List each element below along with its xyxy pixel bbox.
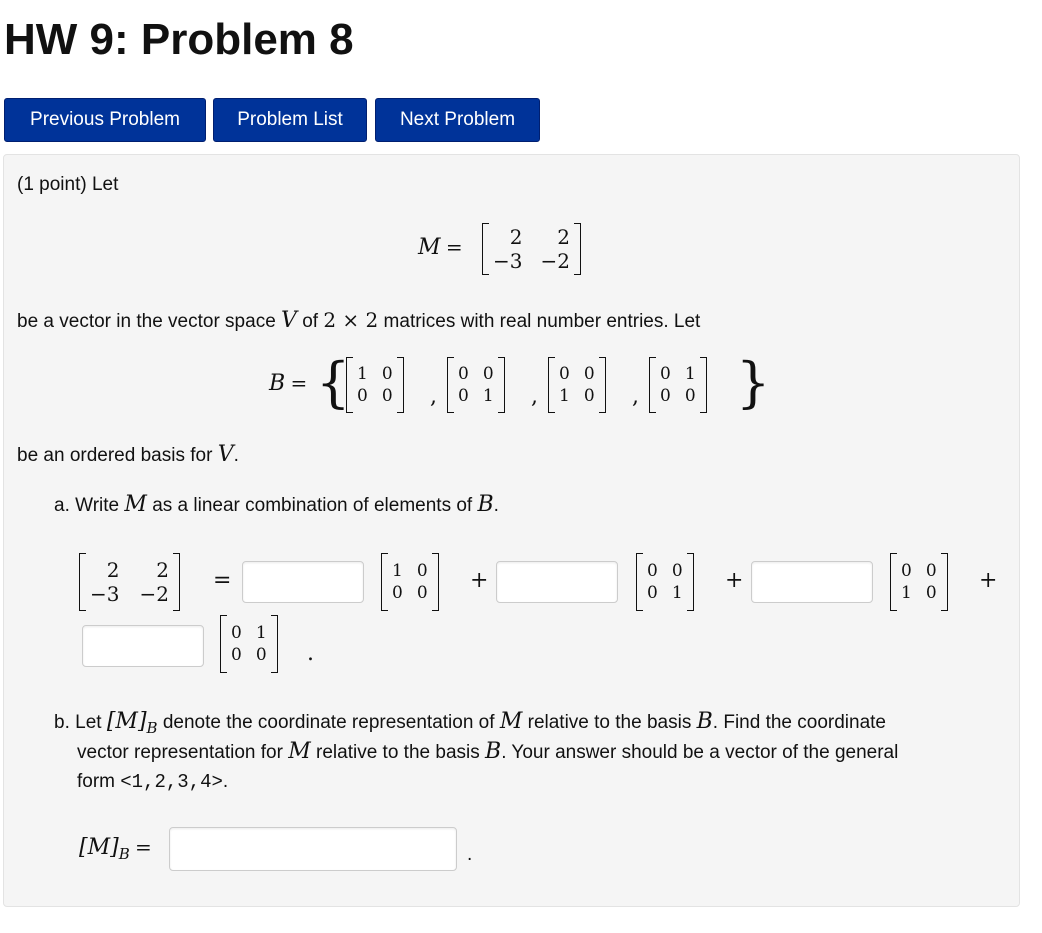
part-a-basis-matrix-2: 0 0 0 1: [636, 553, 694, 611]
vector-space-text: be a vector in the vector space V of 2 × 2 matrices with real number entries. Let: [17, 308, 701, 333]
coefficient-input-3[interactable]: [751, 561, 873, 603]
part-b-line-1: b. Let $[M]_B$ denote the coordinate representation of M relative to the basis B. Find the coordinate: [54, 709, 886, 737]
plus-sign-3: +: [979, 568, 998, 593]
part-a-equals: =: [213, 568, 232, 593]
basis-matrix-1: 1 0 0 0: [346, 357, 404, 413]
part-a-basis-matrix-4: 0 1 0 0: [220, 615, 278, 673]
basis-right-brace: }: [736, 351, 771, 414]
coefficient-input-2[interactable]: [496, 561, 618, 603]
part-b-period: .: [467, 844, 473, 865]
problem-list-button[interactable]: Problem List: [213, 98, 367, 142]
matrix-M: 2 2 −3 −2: [482, 223, 581, 275]
basis-left-brace: {: [316, 351, 351, 414]
basis-comma-3: ,: [632, 384, 639, 409]
plus-sign-2: +: [725, 568, 744, 593]
part-a-basis-matrix-3: 0 0 1 0: [890, 553, 948, 611]
coefficient-input-4[interactable]: [82, 625, 204, 667]
problem-intro: (1 point) Let: [17, 174, 119, 195]
part-a-basis-matrix-1: 1 0 0 0: [381, 553, 439, 611]
m-definition-label: M =: [418, 235, 463, 260]
next-problem-button[interactable]: Next Problem: [375, 98, 540, 142]
part-a-period: .: [307, 641, 314, 666]
basis-comma-2: ,: [531, 384, 538, 409]
basis-matrix-3: 0 0 1 0: [548, 357, 606, 413]
plus-sign-1: +: [470, 568, 489, 593]
part-b-line-2: vector representation for M relative to the basis B. Your answer should be a vector of the general: [77, 739, 899, 764]
problem-panel: [3, 154, 1020, 907]
coordinate-vector-label: $[M]_B$ =: [79, 835, 152, 863]
basis-comma-1: ,: [430, 384, 437, 409]
basis-label: B =: [269, 371, 308, 396]
coefficient-input-1[interactable]: [242, 561, 364, 603]
coordinate-vector-input[interactable]: [169, 827, 457, 871]
part-b-line-3: form <1,2,3,4>.: [77, 771, 229, 793]
part-a-prompt: a. Write M as a linear combination of elements of B.: [54, 492, 499, 517]
basis-matrix-2: 0 0 0 1: [447, 357, 505, 413]
basis-text: be an ordered basis for V.: [17, 442, 239, 467]
previous-problem-button[interactable]: Previous Problem: [4, 98, 206, 142]
part-a-matrix-M: 2 2 −3 −2: [79, 553, 180, 611]
page-title: HW 9: Problem 8: [4, 15, 354, 64]
basis-matrix-4: 0 1 0 0: [649, 357, 707, 413]
